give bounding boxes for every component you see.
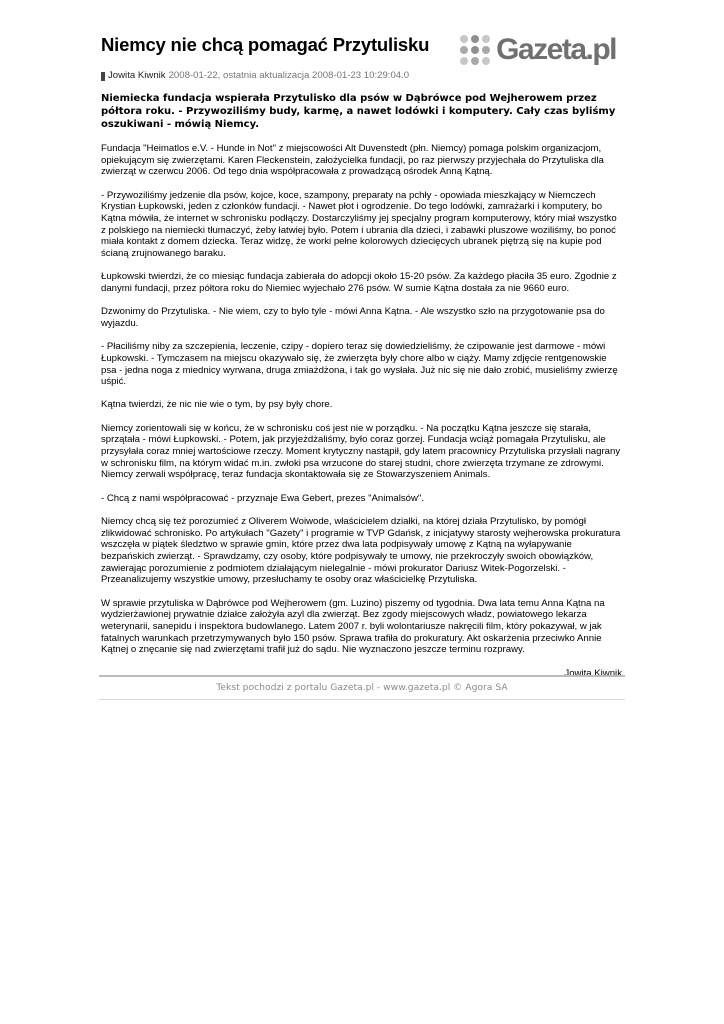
byline (101, 70, 622, 82)
byline-dates: 2008-01-22, ostatnia aktualizacja 2008-01-23 10:29:04.0 (168, 70, 410, 81)
paragraph: Dzwonimy do Przytuliska. - Nie wiem, czy to było tyle - mówi Anna Kątna. - Ale wszystko szło na przygotowanie psa do wyjazdu. (101, 306, 605, 329)
paragraph: Łupkowski twierdzi, że co miesiąc fundacja zabierała do adopcji około 15-20 psów. Za każdego płaciła 35 euro. Zgodnie z danymi fundacji, przez półtora roku do Niemiec wyjechało 276 psów. W sumie Kątna dostała za nie 9660 euro. (101, 271, 617, 295)
footer-divider (99, 675, 625, 677)
article-lead: Niemiecka fundacja wspierała Przytulisko dla psów w Dąbrówce pod Wejherowem przez półtora roku. - Przywoziliśmy budy, karmę, a nawet lodówki i komputery. Cały czas byliśmy oszukiwani - mówią Niemcy. (101, 93, 616, 130)
article-signature: Jowita Kiwnik (564, 667, 622, 679)
article-body (101, 143, 622, 656)
logo-dots-icon (460, 35, 490, 65)
footer-divider-bottom (99, 699, 625, 700)
paragraph: Niemcy zorientowali się w końcu, że w schronisku coś jest nie w porządku. - Na początku Kątna jeszcze się starała, sprzątała - mówi Łupkowski. - Potem, jak przyjeżdżaliśmy, było coraz gorzej. Fundacja wciąż pomagała Przytulisku, ale przysyłała coraz mniej wartościowe rzeczy. Moment krytyczny nastąpił, gdy latem pracownicy Przytuliska przysłali nagrany w schronisku film, na którym widać m.in. zwłoki psa wrzucone do starej studni, chore zwierzęta trzymane ze zdrowymi. Niemcy zerwali współpracę, teraz fundacja skontaktowała się ze Stowarzyszeniem Animals. (101, 422, 621, 481)
paragraph: Kątna twierdzi, że nic nie wie o tym, by psy były chore. (101, 399, 333, 411)
author-marker-icon (101, 72, 105, 81)
paragraph: - Płaciliśmy niby za szczepienia, leczenie, czipy - dopiero teraz się dowiedzieliśmy, że czipowanie jest darmowe - mówi Łupkowski. - Tymczasem na miejscu okazywało się, że zwierzęta były chore albo w ciąży. Mamy zdjęcie rentgenowskie psa - jedna noga z miednicy wyrwana, druga zmiażdżona, i tak go wysłała. Już nic się nie dało zrobić, musieliśmy zwierzę uśpić. (101, 341, 618, 388)
paragraph: - Przywoziliśmy jedzenie dla psów, kojce, koce, szampony, preparaty na pchły - opowiada mieszkający w Niemczech Krystian Łupkowski, jeden z członków fundacji. - Nawet płot i ogrodzenie. Do tego lodówki, zamrażarki i komputery, bo Kątna mówiła, że internet w schronisku podłączy. Dostarczyliśmy jej specjalny program komputerowy, który miał wszystko z polskiego na niemiecki tłumaczyć, żeby łatwiej było. Potem i ubrania dla dzieci, i zabawki pluszowe woziliśmy, bo ponoć miała kontakt z domem dziecka. Teraz widzę, że worki pełne kolorowych dziecięcych ubranek piętrzą się na kupie pod ścianą zrujnowanego baraku. (101, 189, 617, 260)
byline-author: Jowita Kiwnik (108, 70, 166, 81)
article-page (101, 28, 622, 679)
gazeta-logo (460, 32, 616, 68)
article-header (101, 28, 622, 70)
logo-wordmark: Gazeta.pl (496, 33, 616, 66)
article-title: Niemcy nie chcą pomagać Przytulisku (101, 34, 430, 55)
paragraph: W sprawie przytuliska w Dąbrówce pod Wejherowem (gm. Luzino) piszemy od tygodnia. Dwa lata temu Anna Kątna na wydzierżawionej prywatnie działce założyła azyl dla zwierząt. Bez zgody miejscowych władz, powiatowego lekarza weterynarii, sanepidu i inspektora budowlanego. Latem 2007 r. byli wolontariusze nakręcili film, który pokazywał, w jak fatalnych warunkach przetrzymywanych było 150 psów. Sprawa trafiła do prokuratury. Akt oskarżenia przeciwko Annie Kątnej o znęcanie się nad zwierzętami trafił już do sądu. Nie wyznaczono jeszcze terminu rozprawy. (101, 597, 605, 656)
paragraph: Fundacja "Heimatlos e.V. - Hunde in Not" z miejscowości Alt Duvenstedt (płn. Niemcy) pomaga polskim organizacjom, opiekującym się zwierzętami. Karen Fleckenstein, założycielka fundacji, po raz pierwszy przyjechała do Przytuliska dla zwierząt w czerwcu 2006. Od tego dnia współpracowała z prowadzącą ośrodek Anną Kątną. (101, 143, 604, 178)
footer-source-note: Tekst pochodzi z portalu Gazeta.pl - www.gazeta.pl © Agora SA (216, 682, 508, 693)
paragraph: - Chcą z nami współpracować - przyznaje Ewa Gebert, prezes "Animalsów". (101, 492, 424, 504)
paragraph: Niemcy chcą się też porozumieć z Oliverem Woiwode, właścicielem działki, na której działa Przytulisko, by pomógł zlikwidować schronisko. Po artykułach "Gazety" i programie w TVP Gdańsk, z inicjatywy starosty wejherowska prokuratura wszczęła w piątek śledztwo w sprawie gmin, które przez dwa lata podpisywały umowę z Kątną na wyłapywanie bezpańskich zwierząt. - Sprawdzamy, czy osoby, które podpisywały te umowy, nie przekroczyły swoich obowiązków, zawierając porozumienie z podmiotem działającym nielegalnie - mówi prokurator Dariusz Witek-Pogorzelski. - Przeanalizujemy wszystkie umowy, przesłuchamy te osoby oraz właścicielkę Przytuliska. (101, 515, 621, 586)
